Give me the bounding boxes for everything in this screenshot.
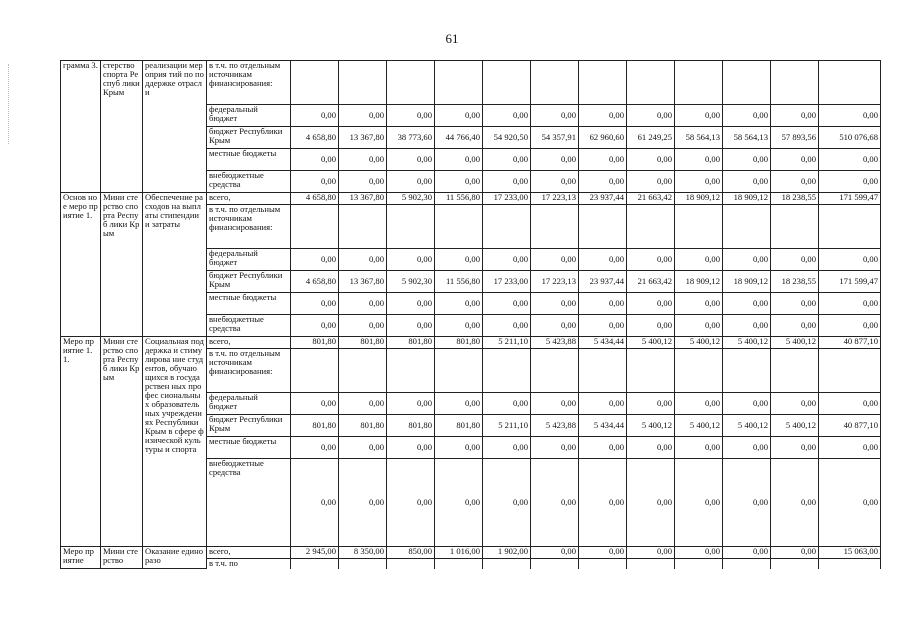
value-cell: 801,80	[339, 337, 387, 349]
value-cell: 0,00	[819, 293, 881, 315]
value-cell: 0,00	[579, 171, 627, 193]
value-cell: 0,00	[339, 293, 387, 315]
value-cell: 0,00	[483, 437, 531, 459]
value-cell	[771, 61, 819, 105]
value-cell: 0,00	[579, 249, 627, 271]
value-cell: 0,00	[339, 149, 387, 171]
value-cell: 54 357,91	[531, 127, 579, 149]
value-cell: 5 400,12	[771, 337, 819, 349]
value-cell: 0,00	[723, 171, 771, 193]
value-cell: 171 599,47	[819, 193, 881, 205]
block-programma-3-c1: грамма 3.	[61, 61, 101, 193]
value-cell: 801,80	[387, 337, 435, 349]
funding-source-cell: внебюджетные средства	[207, 459, 291, 547]
value-cell: 0,00	[531, 249, 579, 271]
value-cell	[483, 61, 531, 105]
value-cell: 13 367,80	[339, 127, 387, 149]
value-cell: 5 211,10	[483, 415, 531, 437]
block-meropriyatie-partial-c2: Мини стерство	[101, 547, 143, 569]
value-cell	[435, 61, 483, 105]
value-cell	[627, 61, 675, 105]
value-cell: 44 766,40	[435, 127, 483, 149]
table-row	[61, 547, 881, 559]
value-cell: 18 909,12	[723, 193, 771, 205]
value-cell: 0,00	[339, 393, 387, 415]
value-cell: 15 063,00	[819, 547, 881, 559]
value-cell: 5 400,12	[627, 415, 675, 437]
value-cell: 0,00	[291, 293, 339, 315]
value-cell: 5 400,12	[723, 337, 771, 349]
value-cell: 0,00	[819, 149, 881, 171]
value-cell: 5 423,88	[531, 337, 579, 349]
value-cell: 0,00	[819, 393, 881, 415]
value-cell: 0,00	[675, 547, 723, 559]
value-cell: 17 223,13	[531, 271, 579, 293]
value-cell: 0,00	[339, 171, 387, 193]
value-cell: 0,00	[483, 393, 531, 415]
value-cell: 0,00	[483, 315, 531, 337]
value-cell: 0,00	[435, 315, 483, 337]
value-cell: 5 423,88	[531, 415, 579, 437]
value-cell: 5 902,30	[387, 271, 435, 293]
value-cell: 0,00	[723, 459, 771, 547]
value-cell: 0,00	[675, 293, 723, 315]
value-cell: 801,80	[291, 337, 339, 349]
value-cell: 801,80	[435, 337, 483, 349]
value-cell	[723, 205, 771, 249]
value-cell: 801,80	[291, 415, 339, 437]
value-cell: 0,00	[771, 149, 819, 171]
value-cell: 0,00	[387, 105, 435, 127]
value-cell: 171 599,47	[819, 271, 881, 293]
value-cell: 13 367,80	[339, 271, 387, 293]
funding-source-cell: федеральный бюджет	[207, 393, 291, 415]
value-cell: 13 367,80	[339, 193, 387, 205]
value-cell: 0,00	[291, 249, 339, 271]
value-cell: 0,00	[531, 105, 579, 127]
value-cell: 4 658,80	[291, 193, 339, 205]
table-row	[61, 193, 881, 205]
value-cell: 2 945,00	[291, 547, 339, 559]
value-cell: 0,00	[819, 249, 881, 271]
value-cell: 0,00	[483, 459, 531, 547]
value-cell	[723, 61, 771, 105]
value-cell: 0,00	[291, 459, 339, 547]
value-cell: 0,00	[579, 393, 627, 415]
value-cell: 0,00	[579, 293, 627, 315]
value-cell	[291, 559, 339, 569]
value-cell	[579, 205, 627, 249]
value-cell: 0,00	[675, 149, 723, 171]
value-cell: 0,00	[723, 547, 771, 559]
value-cell: 0,00	[675, 105, 723, 127]
value-cell: 0,00	[627, 393, 675, 415]
value-cell: 0,00	[627, 171, 675, 193]
value-cell	[723, 559, 771, 569]
funding-source-cell: федеральный бюджет	[207, 105, 291, 127]
value-cell: 18 238,55	[771, 193, 819, 205]
value-cell: 0,00	[339, 249, 387, 271]
value-cell: 18 909,12	[675, 193, 723, 205]
value-cell	[435, 349, 483, 393]
value-cell: 0,00	[579, 547, 627, 559]
value-cell	[579, 559, 627, 569]
budget-table	[60, 60, 881, 569]
block-osnovnoe-meropriyatie-1-c2: Мини стерство спорта Респуб лики Крым	[101, 193, 143, 337]
value-cell	[819, 559, 881, 569]
value-cell	[339, 559, 387, 569]
value-cell: 0,00	[435, 149, 483, 171]
value-cell: 1 902,00	[483, 547, 531, 559]
block-programma-3-c2: стерство спорта Респуб лики Крым	[101, 61, 143, 193]
value-cell: 58 564,13	[723, 127, 771, 149]
value-cell: 21 663,42	[627, 193, 675, 205]
value-cell: 0,00	[387, 249, 435, 271]
value-cell	[483, 559, 531, 569]
value-cell: 18 238,55	[771, 271, 819, 293]
funding-source-cell: внебюджетные средства	[207, 171, 291, 193]
value-cell	[627, 349, 675, 393]
value-cell: 0,00	[675, 459, 723, 547]
table-row	[61, 337, 881, 349]
value-cell: 5 400,12	[771, 415, 819, 437]
value-cell: 0,00	[531, 547, 579, 559]
value-cell	[771, 349, 819, 393]
value-cell: 0,00	[339, 315, 387, 337]
value-cell: 0,00	[387, 393, 435, 415]
block-programma-3-c3: реализации мероприя тий по поддержке отрасли	[143, 61, 207, 193]
value-cell: 0,00	[627, 547, 675, 559]
value-cell: 23 937,44	[579, 193, 627, 205]
value-cell: 4 658,80	[291, 271, 339, 293]
funding-source-cell: федеральный бюджет	[207, 249, 291, 271]
funding-source-cell: всего,	[207, 547, 291, 559]
value-cell	[675, 61, 723, 105]
funding-source-cell: бюджет Республики Крым	[207, 415, 291, 437]
value-cell: 0,00	[387, 293, 435, 315]
value-cell	[771, 205, 819, 249]
value-cell: 0,00	[387, 149, 435, 171]
value-cell	[627, 559, 675, 569]
value-cell	[819, 205, 881, 249]
value-cell: 0,00	[771, 437, 819, 459]
value-cell: 0,00	[627, 315, 675, 337]
funding-source-cell: местные бюджеты	[207, 293, 291, 315]
value-cell: 0,00	[627, 293, 675, 315]
value-cell: 0,00	[819, 315, 881, 337]
value-cell: 0,00	[723, 249, 771, 271]
value-cell: 5 400,12	[627, 337, 675, 349]
value-cell: 0,00	[723, 393, 771, 415]
value-cell	[291, 61, 339, 105]
value-cell: 0,00	[723, 149, 771, 171]
value-cell: 0,00	[435, 393, 483, 415]
value-cell: 18 909,12	[675, 271, 723, 293]
value-cell	[531, 61, 579, 105]
value-cell: 0,00	[435, 105, 483, 127]
value-cell: 0,00	[579, 315, 627, 337]
value-cell: 0,00	[531, 437, 579, 459]
value-cell: 0,00	[579, 459, 627, 547]
value-cell	[387, 349, 435, 393]
funding-source-cell: в т.ч. по отдельным источникам финансирования:	[207, 205, 291, 249]
value-cell: 0,00	[723, 293, 771, 315]
value-cell: 0,00	[483, 105, 531, 127]
value-cell	[387, 61, 435, 105]
funding-source-cell: бюджет Республики Крым	[207, 271, 291, 293]
value-cell: 850,00	[387, 547, 435, 559]
value-cell: 1 016,00	[435, 547, 483, 559]
funding-source-cell: в т.ч. по отдельным источникам финансирования:	[207, 61, 291, 105]
value-cell: 0,00	[387, 171, 435, 193]
value-cell: 0,00	[723, 105, 771, 127]
value-cell	[579, 349, 627, 393]
value-cell: 54 920,50	[483, 127, 531, 149]
value-cell: 5 400,12	[675, 415, 723, 437]
value-cell: 0,00	[339, 437, 387, 459]
value-cell: 0,00	[531, 315, 579, 337]
funding-source-cell: местные бюджеты	[207, 437, 291, 459]
value-cell: 0,00	[387, 437, 435, 459]
value-cell: 0,00	[819, 437, 881, 459]
value-cell: 0,00	[819, 171, 881, 193]
value-cell: 17 223,13	[531, 193, 579, 205]
value-cell	[483, 205, 531, 249]
budget-table-body	[61, 61, 881, 569]
value-cell: 0,00	[675, 171, 723, 193]
value-cell: 11 556,80	[435, 271, 483, 293]
value-cell: 0,00	[675, 437, 723, 459]
value-cell: 0,00	[771, 105, 819, 127]
value-cell: 0,00	[435, 293, 483, 315]
block-meropriyatie-1-1-c2: Мини стерство спорта Респуб лики Крым	[101, 337, 143, 547]
value-cell: 58 564,13	[675, 127, 723, 149]
value-cell: 801,80	[387, 415, 435, 437]
funding-source-cell: в т.ч. по	[207, 559, 291, 569]
value-cell	[771, 559, 819, 569]
value-cell: 61 249,25	[627, 127, 675, 149]
value-cell: 0,00	[771, 249, 819, 271]
value-cell	[531, 559, 579, 569]
value-cell: 0,00	[819, 459, 881, 547]
value-cell: 0,00	[435, 437, 483, 459]
value-cell: 0,00	[771, 459, 819, 547]
value-cell	[531, 205, 579, 249]
value-cell	[387, 559, 435, 569]
value-cell: 0,00	[819, 105, 881, 127]
value-cell	[723, 349, 771, 393]
value-cell	[339, 349, 387, 393]
value-cell: 0,00	[531, 171, 579, 193]
value-cell: 0,00	[771, 315, 819, 337]
value-cell: 0,00	[483, 293, 531, 315]
value-cell: 17 233,00	[483, 271, 531, 293]
value-cell: 5 400,12	[675, 337, 723, 349]
value-cell: 0,00	[387, 315, 435, 337]
value-cell: 18 909,12	[723, 271, 771, 293]
value-cell: 0,00	[579, 149, 627, 171]
funding-source-cell: местные бюджеты	[207, 149, 291, 171]
value-cell: 0,00	[387, 459, 435, 547]
value-cell	[339, 61, 387, 105]
value-cell: 5 400,12	[723, 415, 771, 437]
value-cell: 11 556,80	[435, 193, 483, 205]
value-cell: 5 211,10	[483, 337, 531, 349]
funding-source-cell: всего,	[207, 193, 291, 205]
value-cell: 0,00	[483, 171, 531, 193]
value-cell: 0,00	[435, 171, 483, 193]
value-cell: 5 434,44	[579, 337, 627, 349]
value-cell: 0,00	[435, 459, 483, 547]
value-cell: 5 902,30	[387, 193, 435, 205]
value-cell	[387, 205, 435, 249]
value-cell	[435, 205, 483, 249]
value-cell: 801,80	[435, 415, 483, 437]
value-cell: 0,00	[531, 149, 579, 171]
funding-source-cell: в т.ч. по отдельным источникам финансирования:	[207, 349, 291, 393]
value-cell: 0,00	[339, 105, 387, 127]
table-row	[61, 61, 881, 105]
value-cell: 0,00	[531, 459, 579, 547]
value-cell: 23 937,44	[579, 271, 627, 293]
value-cell: 0,00	[483, 249, 531, 271]
value-cell: 0,00	[675, 249, 723, 271]
budget-table-sheet	[60, 60, 880, 569]
value-cell: 0,00	[531, 293, 579, 315]
funding-source-cell: всего,	[207, 337, 291, 349]
value-cell	[819, 349, 881, 393]
value-cell: 0,00	[627, 437, 675, 459]
value-cell	[531, 349, 579, 393]
value-cell: 62 960,60	[579, 127, 627, 149]
value-cell: 0,00	[339, 459, 387, 547]
block-meropriyatie-1-1-c1: Меро приятие 1.1.	[61, 337, 101, 547]
value-cell: 5 434,44	[579, 415, 627, 437]
value-cell	[675, 205, 723, 249]
value-cell: 4 658,80	[291, 127, 339, 149]
value-cell: 0,00	[627, 459, 675, 547]
value-cell: 0,00	[291, 149, 339, 171]
page-number: 61	[445, 31, 459, 46]
value-cell: 0,00	[291, 171, 339, 193]
value-cell: 57 893,56	[771, 127, 819, 149]
value-cell	[339, 205, 387, 249]
value-cell: 0,00	[291, 393, 339, 415]
value-cell: 0,00	[723, 437, 771, 459]
block-osnovnoe-meropriyatie-1-c3: Обеспечение расходов на выплаты стипендии и затраты	[143, 193, 207, 337]
value-cell: 8 350,00	[339, 547, 387, 559]
value-cell: 0,00	[627, 249, 675, 271]
value-cell: 0,00	[291, 105, 339, 127]
funding-source-cell: внебюджетные средства	[207, 315, 291, 337]
block-meropriyatie-partial-c1: Меро приятие	[61, 547, 101, 569]
block-meropriyatie-1-1-c3: Социальная поддержка и стимулирова ние студентов, обучаю щихся в государствен ных профес сиональных образователь ных учреждениях Республики Крым в сфере физической культуры и спорта	[143, 337, 207, 547]
value-cell: 38 773,60	[387, 127, 435, 149]
value-cell	[675, 559, 723, 569]
value-cell: 17 233,00	[483, 193, 531, 205]
value-cell: 0,00	[291, 315, 339, 337]
value-cell: 0,00	[771, 547, 819, 559]
value-cell: 40 877,10	[819, 415, 881, 437]
value-cell: 510 076,68	[819, 127, 881, 149]
value-cell: 0,00	[723, 315, 771, 337]
block-osnovnoe-meropriyatie-1-c1: Основ ное меро приятие 1.	[61, 193, 101, 337]
funding-source-cell: бюджет Республики Крым	[207, 127, 291, 149]
block-meropriyatie-partial-c3: Оказание единоразо	[143, 547, 207, 569]
value-cell	[579, 61, 627, 105]
value-cell	[435, 559, 483, 569]
value-cell: 0,00	[435, 249, 483, 271]
value-cell: 0,00	[771, 171, 819, 193]
value-cell	[627, 205, 675, 249]
value-cell	[819, 61, 881, 105]
value-cell	[291, 349, 339, 393]
value-cell	[291, 205, 339, 249]
value-cell: 0,00	[483, 149, 531, 171]
value-cell: 0,00	[675, 315, 723, 337]
value-cell	[483, 349, 531, 393]
value-cell: 801,80	[339, 415, 387, 437]
value-cell: 0,00	[771, 393, 819, 415]
value-cell: 21 663,42	[627, 271, 675, 293]
value-cell: 0,00	[627, 105, 675, 127]
value-cell	[675, 349, 723, 393]
value-cell: 0,00	[579, 437, 627, 459]
scan-edge-marks	[8, 64, 13, 144]
value-cell: 0,00	[675, 393, 723, 415]
value-cell: 0,00	[291, 437, 339, 459]
value-cell: 0,00	[627, 149, 675, 171]
value-cell: 0,00	[531, 393, 579, 415]
value-cell: 0,00	[771, 293, 819, 315]
value-cell: 40 877,10	[819, 337, 881, 349]
value-cell: 0,00	[579, 105, 627, 127]
